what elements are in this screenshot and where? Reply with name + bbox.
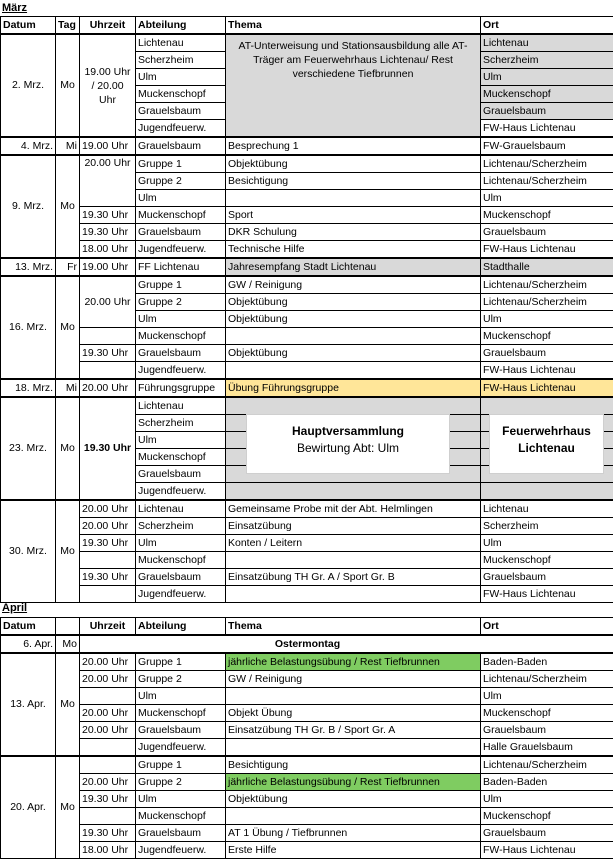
abt-cell: Muckenschopf xyxy=(136,808,226,825)
date-cell: 23. Mrz. xyxy=(1,397,56,500)
table-row xyxy=(1,739,613,757)
ort-cell: Muckenschopf xyxy=(481,328,613,345)
day-cell: Fr xyxy=(56,258,80,276)
ort-cell: Lichtenau/Scherzheim xyxy=(481,294,613,311)
thema-cell: Einsatzübung xyxy=(226,518,481,535)
feuerwehrhaus-box: Feuerwehrhaus Lichtenau xyxy=(489,414,604,474)
ort-cell: Stadthalle xyxy=(481,258,613,276)
time-cell xyxy=(80,328,136,345)
ort-cell: Muckenschopf xyxy=(481,552,613,569)
time-cell: 19.30 Uhr xyxy=(80,207,136,224)
hauptversammlung-box xyxy=(246,414,450,474)
abt-cell: Jugendfeuerw. xyxy=(136,842,226,859)
time-cell: 19.00 Uhr xyxy=(80,137,136,155)
time-cell: 20.00 Uhr xyxy=(80,518,136,535)
table-row xyxy=(1,688,613,705)
table-row xyxy=(1,705,613,722)
thema-cell: Besprechung 1 xyxy=(226,137,481,155)
ort-cell: Muckenschopf xyxy=(481,86,613,103)
holiday-cell: Ostermontag xyxy=(80,635,613,653)
abt-cell: Grauelsbaum xyxy=(136,345,226,362)
table-row xyxy=(1,345,613,362)
ort-cell: FW-Haus Lichtenau xyxy=(481,120,613,138)
ort-cell: Grauelsbaum xyxy=(481,722,613,739)
abt-cell: Muckenschopf xyxy=(136,705,226,722)
month-title-april: April xyxy=(2,602,27,614)
thema-cell xyxy=(226,362,481,380)
table-row xyxy=(1,34,613,52)
abt-cell: Jugendfeuerw. xyxy=(136,483,226,501)
thema-cell: AT 1 Übung / Tiefbrunnen xyxy=(226,825,481,842)
table-row xyxy=(1,258,613,276)
time-cell: 20.00 Uhr xyxy=(80,276,136,328)
ort-cell: Ulm xyxy=(481,535,613,552)
time-cell: 20.00 Uhr xyxy=(80,653,136,671)
thema-cell xyxy=(226,190,481,207)
thema-cell: Objektübung xyxy=(226,311,481,328)
col-tag xyxy=(56,618,80,636)
header-row xyxy=(1,17,613,35)
table-row xyxy=(1,241,613,259)
ort-cell: Ulm xyxy=(481,190,613,207)
time-cell xyxy=(80,739,136,757)
ort-cell: Lichtenau/Scherzheim xyxy=(481,155,613,173)
col-uhrzeit: Uhrzeit xyxy=(80,618,136,636)
date-cell: 18. Mrz. xyxy=(1,379,56,397)
thema-cell: Objektübung xyxy=(226,155,481,173)
ort-cell: Ulm xyxy=(481,688,613,705)
thema-cell xyxy=(226,483,481,501)
col-abteilung: Abteilung xyxy=(136,17,226,35)
time-cell: 20.00 Uhr xyxy=(80,379,136,397)
abt-cell: FF Lichtenau xyxy=(136,258,226,276)
ort-cell: Lichtenau/Scherzheim xyxy=(481,276,613,294)
thema-cell: Jahresempfang Stadt Lichtenau xyxy=(226,258,481,276)
ort-cell: Lichtenau/Scherzheim xyxy=(481,671,613,688)
col-datum: Datum xyxy=(1,17,56,35)
month-title-maerz: März xyxy=(2,2,27,14)
thema-cell xyxy=(226,586,481,603)
abt-cell: Grauelsbaum xyxy=(136,722,226,739)
ort-cell: FW-Haus Lichtenau xyxy=(481,842,613,859)
day-cell: Mo xyxy=(56,653,80,756)
time-cell: 19.30 Uhr xyxy=(80,825,136,842)
ort-cell: Grauelsbaum xyxy=(481,345,613,362)
table-row xyxy=(1,224,613,241)
table-row xyxy=(1,276,613,294)
table-row xyxy=(1,774,613,791)
table-row xyxy=(1,137,613,155)
hauptversammlung-title: Hauptversammlung xyxy=(247,423,449,440)
thema-cell: Einsatzübung TH Gr. A / Sport Gr. B xyxy=(226,569,481,586)
ort-cell xyxy=(481,483,613,501)
day-cell: Mo xyxy=(56,756,80,859)
day-cell: Mo xyxy=(56,397,80,500)
time-cell: 18.00 Uhr xyxy=(80,241,136,259)
date-cell: 30. Mrz. xyxy=(1,500,56,603)
thema-cell xyxy=(226,397,481,415)
schedule-table-maerz xyxy=(0,16,613,603)
ort-cell: Lichtenau xyxy=(481,34,613,52)
thema-cell: Objektübung xyxy=(226,294,481,311)
table-row xyxy=(1,552,613,569)
abt-cell: Muckenschopf xyxy=(136,86,226,103)
table-row xyxy=(1,500,613,518)
ort-cell: Ulm xyxy=(481,311,613,328)
abt-cell: Gruppe 1 xyxy=(136,756,226,774)
ort-cell: Baden-Baden xyxy=(481,774,613,791)
ort-cell: Muckenschopf xyxy=(481,705,613,722)
table-row xyxy=(1,653,613,671)
abt-cell: Jugendfeuerw. xyxy=(136,241,226,259)
ort-cell: Grauelsbaum xyxy=(481,825,613,842)
col-ort: Ort xyxy=(481,618,613,636)
ort-cell xyxy=(481,397,613,415)
abt-cell: Muckenschopf xyxy=(136,552,226,569)
ort-cell: Muckenschopf xyxy=(481,808,613,825)
abt-cell: Scherzheim xyxy=(136,518,226,535)
table-row xyxy=(1,756,613,774)
abt-cell: Scherzheim xyxy=(136,52,226,69)
ort-cell: Baden-Baden xyxy=(481,653,613,671)
table-row xyxy=(1,535,613,552)
time-cell: 19.30 Uhr xyxy=(80,345,136,362)
time-cell: 19.30 Uhr xyxy=(80,397,136,500)
col-tag: Tag xyxy=(56,17,80,35)
thema-cell: Technische Hilfe xyxy=(226,241,481,259)
thema-cell: Gemeinsame Probe mit der Abt. Helmlingen xyxy=(226,500,481,518)
ort-cell: Lichtenau xyxy=(481,500,613,518)
abt-cell: Jugendfeuerw. xyxy=(136,362,226,380)
thema-cell: GW / Reinigung xyxy=(226,276,481,294)
time-cell: 19.00 Uhr xyxy=(80,258,136,276)
date-cell: 13. Apr. xyxy=(1,653,56,756)
time-cell: 20.00 Uhr xyxy=(80,155,136,207)
time-cell xyxy=(80,362,136,380)
abt-cell: Lichtenau xyxy=(136,397,226,415)
abt-cell: Gruppe 2 xyxy=(136,173,226,190)
abt-cell: Ulm xyxy=(136,69,226,86)
abt-cell: Lichtenau xyxy=(136,500,226,518)
abt-cell: Grauelsbaum xyxy=(136,137,226,155)
ort-cell: FW-Haus Lichtenau xyxy=(481,241,613,259)
thema-cell: Besichtigung xyxy=(226,173,481,190)
table-row xyxy=(1,635,613,653)
table-row xyxy=(1,362,613,380)
day-cell: Mi xyxy=(56,137,80,155)
day-cell: Mo xyxy=(56,635,80,653)
day-cell: Mo xyxy=(56,500,80,603)
day-cell: Mo xyxy=(56,276,80,379)
ort-cell: Ulm xyxy=(481,69,613,86)
thema-cell xyxy=(226,739,481,757)
abt-cell: Scherzheim xyxy=(136,415,226,432)
table-row xyxy=(1,207,613,224)
date-cell: 4. Mrz. xyxy=(1,137,56,155)
thema-cell: DKR Schulung xyxy=(226,224,481,241)
col-uhrzeit: Uhrzeit xyxy=(80,17,136,35)
abt-cell: Gruppe 2 xyxy=(136,671,226,688)
time-cell: 19.30 Uhr xyxy=(80,224,136,241)
date-cell: 9. Mrz. xyxy=(1,155,56,258)
thema-cell: Sport xyxy=(226,207,481,224)
day-cell: Mo xyxy=(56,155,80,258)
table-row xyxy=(1,671,613,688)
table-row xyxy=(1,842,613,859)
thema-cell xyxy=(226,808,481,825)
ort-cell: FW-Grauelsbaum xyxy=(481,137,613,155)
table-row xyxy=(1,586,613,603)
abt-cell: Grauelsbaum xyxy=(136,466,226,483)
ort-cell: FW-Haus Lichtenau xyxy=(481,362,613,380)
thema-cell xyxy=(226,328,481,345)
thema-cell: Objektübung xyxy=(226,345,481,362)
ort-cell: Grauelsbaum xyxy=(481,569,613,586)
abt-cell: Gruppe 1 xyxy=(136,276,226,294)
thema-cell: Erste Hilfe xyxy=(226,842,481,859)
abt-cell: Ulm xyxy=(136,791,226,808)
time-cell: 19.30 Uhr xyxy=(80,535,136,552)
time-cell: 20.00 Uhr xyxy=(80,500,136,518)
ort-cell: Halle Grauelsbaum xyxy=(481,739,613,757)
abt-cell: Ulm xyxy=(136,535,226,552)
table-row xyxy=(1,397,613,415)
date-cell: 20. Apr. xyxy=(1,756,56,859)
thema-cell xyxy=(226,552,481,569)
col-datum: Datum xyxy=(1,618,56,636)
abt-cell: Führungsgruppe xyxy=(136,379,226,397)
table-row xyxy=(1,808,613,825)
abt-cell: Muckenschopf xyxy=(136,207,226,224)
thema-cell: AT-Unterweisung und Stationsausbildung alle AT-Träger am Feuerwehrhaus Lichtenau/ Rest verschiedene Tiefbrunnen xyxy=(226,34,481,137)
time-cell xyxy=(80,688,136,705)
thema-cell xyxy=(226,688,481,705)
time-cell: 19.30 Uhr xyxy=(80,569,136,586)
table-row xyxy=(1,379,613,397)
date-cell: 2. Mrz. xyxy=(1,34,56,137)
time-cell: 18.00 Uhr xyxy=(80,842,136,859)
abt-cell: Gruppe 1 xyxy=(136,155,226,173)
thema-cell: Einsatzübung TH Gr. B / Sport Gr. A xyxy=(226,722,481,739)
time-cell xyxy=(80,586,136,603)
ort-cell: Muckenschopf xyxy=(481,207,613,224)
ort-cell: Scherzheim xyxy=(481,52,613,69)
time-cell: 20.00 Uhr xyxy=(80,671,136,688)
header-row xyxy=(1,618,613,636)
date-cell: 6. Apr. xyxy=(1,635,56,653)
table-row xyxy=(1,328,613,345)
day-cell: Mi xyxy=(56,379,80,397)
col-thema: Thema xyxy=(226,17,481,35)
ort-cell: Scherzheim xyxy=(481,518,613,535)
time-cell xyxy=(80,808,136,825)
thema-cell: Konten / Leitern xyxy=(226,535,481,552)
abt-cell: Gruppe 2 xyxy=(136,294,226,311)
thema-cell: jährliche Belastungsübung / Rest Tiefbrunnen xyxy=(226,653,481,671)
abt-cell: Grauelsbaum xyxy=(136,103,226,120)
time-cell: 19.00 Uhr / 20.00 Uhr xyxy=(80,34,136,137)
time-cell: 20.00 Uhr xyxy=(80,705,136,722)
time-cell xyxy=(80,756,136,774)
ort-cell: Lichtenau/Scherzheim xyxy=(481,173,613,190)
abt-cell: Muckenschopf xyxy=(136,328,226,345)
day-cell: Mo xyxy=(56,34,80,137)
abt-cell: Ulm xyxy=(136,688,226,705)
thema-cell: GW / Reinigung xyxy=(226,671,481,688)
col-thema: Thema xyxy=(226,618,481,636)
date-cell: 16. Mrz. xyxy=(1,276,56,379)
abt-cell: Jugendfeuerw. xyxy=(136,586,226,603)
abt-cell: Jugendfeuerw. xyxy=(136,120,226,138)
table-row xyxy=(1,155,613,173)
abt-cell: Ulm xyxy=(136,311,226,328)
ort-cell: Grauelsbaum xyxy=(481,103,613,120)
ort-cell: FW-Haus Lichtenau xyxy=(481,586,613,603)
table-row xyxy=(1,722,613,739)
hauptversammlung-sub: Bewirtung Abt: Ulm xyxy=(247,440,449,457)
time-cell xyxy=(80,552,136,569)
abt-cell: Ulm xyxy=(136,190,226,207)
abt-cell: Grauelsbaum xyxy=(136,224,226,241)
thema-cell: Objektübung xyxy=(226,791,481,808)
col-ort: Ort xyxy=(481,17,613,35)
thema-cell: Besichtigung xyxy=(226,756,481,774)
abt-cell: Gruppe 1 xyxy=(136,653,226,671)
table-row xyxy=(1,825,613,842)
schedule-table-april xyxy=(0,617,613,859)
table-row xyxy=(1,518,613,535)
abt-cell: Grauelsbaum xyxy=(136,825,226,842)
table-row xyxy=(1,569,613,586)
date-cell: 13. Mrz. xyxy=(1,258,56,276)
abt-cell: Lichtenau xyxy=(136,34,226,52)
time-cell: 19.30 Uhr xyxy=(80,791,136,808)
ort-cell: FW-Haus Lichtenau xyxy=(481,379,613,397)
abt-cell: Jugendfeuerw. xyxy=(136,739,226,757)
abt-cell: Gruppe 2 xyxy=(136,774,226,791)
time-cell: 20.00 Uhr xyxy=(80,774,136,791)
thema-cell: Übung Führungsgruppe xyxy=(226,379,481,397)
ort-cell: Ulm xyxy=(481,791,613,808)
ort-cell: Lichtenau/Scherzheim xyxy=(481,756,613,774)
abt-cell: Ulm xyxy=(136,432,226,449)
abt-cell: Grauelsbaum xyxy=(136,569,226,586)
table-row xyxy=(1,791,613,808)
thema-cell: jährliche Belastungsübung / Rest Tiefbrunnen xyxy=(226,774,481,791)
abt-cell: Muckenschopf xyxy=(136,449,226,466)
col-abteilung: Abteilung xyxy=(136,618,226,636)
thema-cell: Objekt Übung xyxy=(226,705,481,722)
ort-cell: Grauelsbaum xyxy=(481,224,613,241)
time-cell: 20.00 Uhr xyxy=(80,722,136,739)
